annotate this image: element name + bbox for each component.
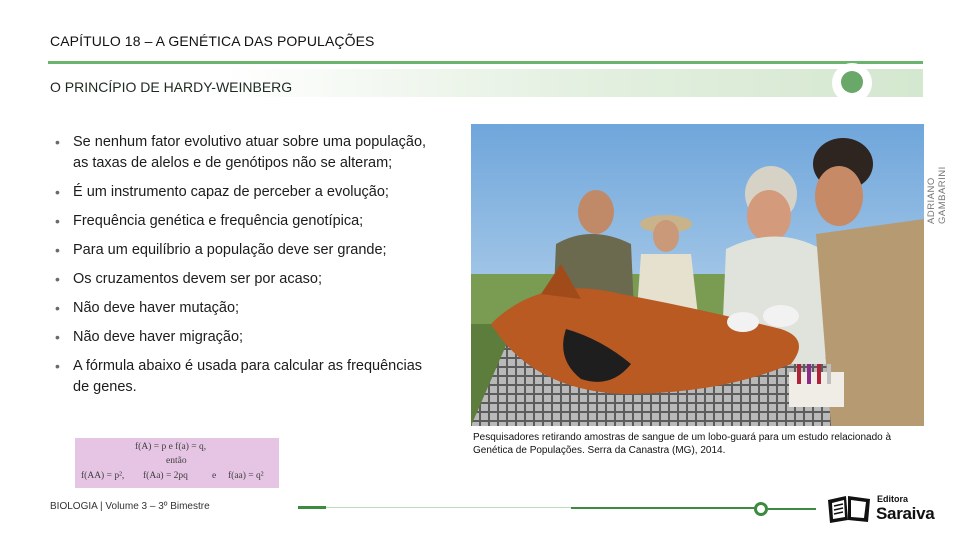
bullet-icon: • (55, 300, 60, 316)
formula-aa-rec: f(aa) = q² (228, 471, 264, 481)
list-item-text: A fórmula abaixo é usada para calcular as frequências de genes. (73, 358, 423, 395)
list-item-text: Frequência genética e frequência genotípica; (73, 213, 364, 229)
footer-divider (298, 506, 326, 509)
list-item-text: Não deve haver migração; (73, 329, 244, 345)
bullet-icon: • (55, 358, 60, 374)
list-item (52, 356, 437, 398)
formula-aa: f(AA) = p², (81, 471, 125, 481)
bullet-icon: • (55, 134, 60, 150)
chapter-title: CAPÍTULO 18 – A GENÉTICA DAS POPULAÇÕES (50, 33, 375, 49)
bullet-icon: • (55, 329, 60, 345)
footer-label: BIOLOGIA | Volume 3 – 3º Bimestre (50, 501, 210, 512)
bullet-icon: • (55, 242, 60, 258)
bullet-icon: • (55, 271, 60, 287)
logo-editora: Editora (877, 494, 909, 504)
book-icon (826, 494, 872, 524)
photo-caption: Pesquisadores retirando amostras de sangue de um lobo-guará para um estudo relacionado à Genética de Populações. Serra da Canastra (MG), 2014. (473, 432, 892, 456)
list-item (52, 240, 437, 261)
formula-line-1: f(A) = p e f(a) = q, (135, 442, 207, 452)
header-divider (48, 61, 923, 64)
list-item-text: Não deve haver mutação; (73, 300, 240, 316)
formula-aa-het: f(Aa) = 2pq (143, 471, 188, 481)
bullet-icon: • (55, 184, 60, 200)
list-item (52, 298, 437, 319)
footer-ring-icon (754, 502, 768, 516)
list-item (52, 182, 437, 203)
list-item-text: Os cruzamentos devem ser por acaso; (73, 271, 323, 287)
list-item-text: É um instrumento capaz de perceber a evolução; (73, 184, 389, 200)
list-item-text: Para um equilíbrio a população deve ser grande; (73, 242, 387, 258)
list-item (52, 211, 437, 232)
list-item (52, 327, 437, 348)
photo-credit: ADRIANO GAMBARINI (926, 166, 948, 224)
maned-wolf-photo (471, 124, 924, 426)
formula-box (75, 438, 279, 488)
footer-divider (768, 508, 816, 510)
list-item (52, 132, 437, 174)
section-dot-icon (841, 71, 863, 93)
footer-divider (571, 507, 757, 509)
bullet-icon: • (55, 213, 60, 229)
formula-and: e (212, 471, 217, 481)
formula-line-2: então (166, 456, 187, 466)
list-item (52, 269, 437, 290)
list-item-text: Se nenhum fator evolutivo atuar sobre uma população, as taxas de alelos e de genótipos não se alteram; (73, 134, 427, 171)
footer-divider (326, 507, 571, 508)
saraiva-logo (826, 494, 940, 524)
logo-saraiva: Saraiva (876, 504, 935, 523)
section-title: O PRINCÍPIO DE HARDY-WEINBERG (50, 79, 293, 95)
bullet-list (52, 132, 437, 406)
photo-illustration (471, 124, 924, 426)
